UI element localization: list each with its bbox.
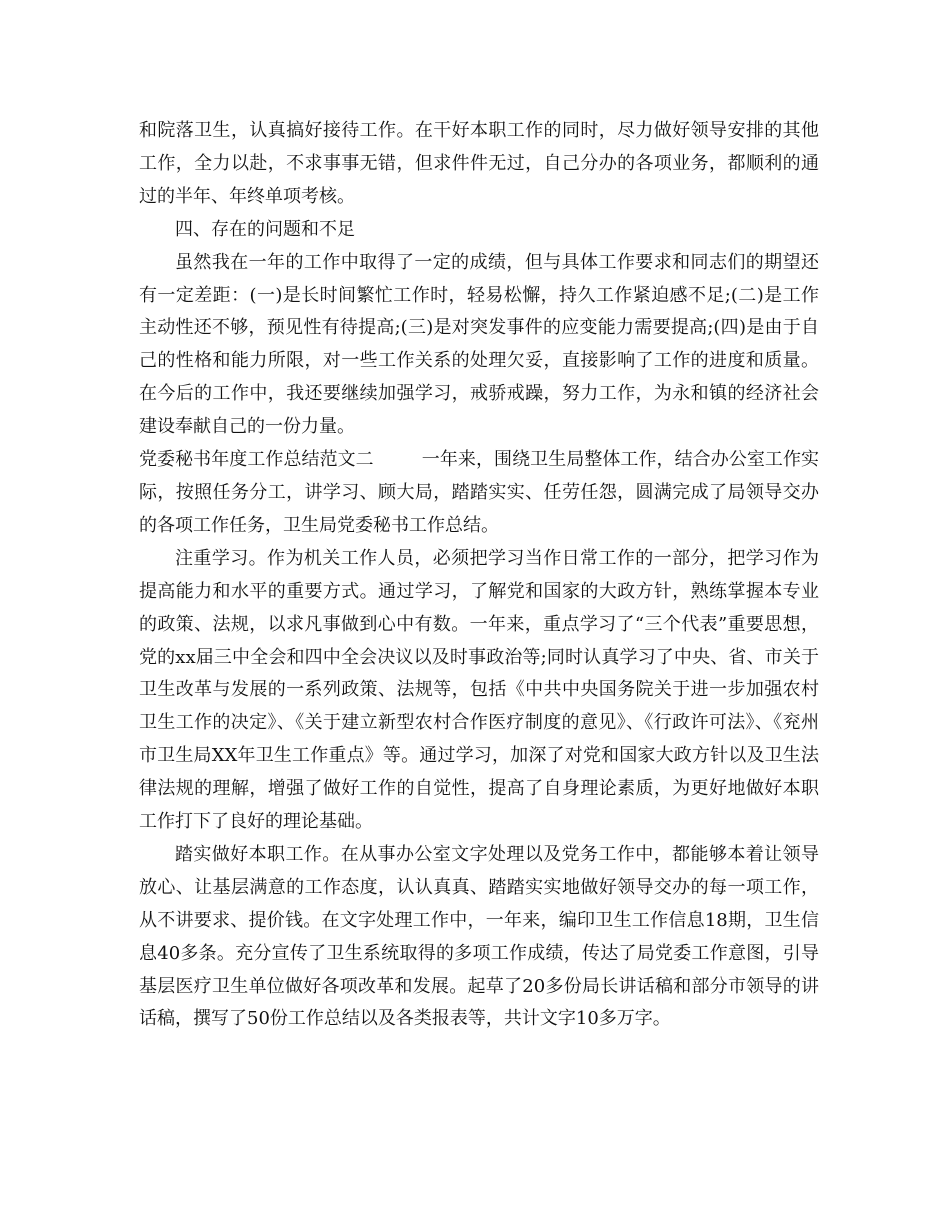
paragraph-work: 踏实做好本职工作。在从事办公室文字处理以及党务工作中，都能够本着让领导放心、让基层满意的工作态度，认认真真、踏踏实实地做好领导交办的每一项工作，从不讲要求、提价钱。在文字处理工作中，一年来，编印卫生工作信息18期，卫生信息40多条。充分宣传了卫生系统取得的多项工作成绩，传达了局党委工作意图，引导基层医疗卫生单位做好各项改革和发展。起草了20多份局长讲话稿和部分市领导的讲话稿，撰写了50份工作总结以及各类报表等，共计文字10多万字。 (139, 843, 819, 1030)
article-intro: 一年来，围绕卫生局整体工作，结合办公室工作实际，按照任务分工，讲学习、顾大局，踏踏实实、任劳任怨，圆满完成了局领导交办的各项工作任务，卫生局党委秘书工作总结。 (139, 449, 820, 536)
paragraph-titled (139, 444, 819, 543)
paragraph-study: 注重学习。作为机关工作人员，必须把学习当作日常工作的一部分，把学习作为提高能力和水平的重要方式。通过学习，了解党和国家的大政方针，熟练掌握本专业的政策、法规，以求凡事做到心中有数。一年来，重点学习了“三个代表”重要思想，党的xx届三中全会和四中全会决议以及时事政治等;同时认真学习了中央、省、市关于卫生改革与发展的一系列政策、法规等，包括《中共中央国务院关于进一步加强农村卫生工作的决定》、《关于建立新型农村合作医疗制度的意见》、《行政许可法》、《兖州市卫生局XX年卫生工作重点》等。通过学习，加深了对党和国家大政方针以及卫生法律法规的理解，增强了做好工作的自觉性，提高了自身理论素质，为更好地做好本职工作打下了良好的理论基础。 (139, 547, 819, 833)
paragraph-continuation: 和院落卫生，认真搞好接待工作。在干好本职工作的同时，尽力做好领导安排的其他工作，全力以赴，不求事事无错，但求件件无过，自己分办的各项业务，都顺利的通过的半年、年终单项考核。 (139, 120, 819, 207)
section-heading: 四、存在的问题和不足 (175, 218, 355, 240)
paragraph-shortcomings: 虽然我在一年的工作中取得了一定的成绩，但与具体工作要求和同志们的期望还有一定差距：(一)是长时间繁忙工作时，轻易松懈，持久工作紧迫感不足;(二)是工作主动性还不够，预见性有待提高;(三)是对突发事件的应变能力需要提高;(四)是由于自己的性格和能力所限，对一些工作关系的处理欠妥，直接影响了工作的进度和质量。在今后的工作中，我还要继续加强学习，戒骄戒躁，努力工作，为永和镇的经济社会建设奉献自己的一份力量。 (139, 251, 819, 438)
article-title: 党委秘书年度工作总结范文二 (139, 449, 374, 471)
document-body (139, 115, 819, 1036)
